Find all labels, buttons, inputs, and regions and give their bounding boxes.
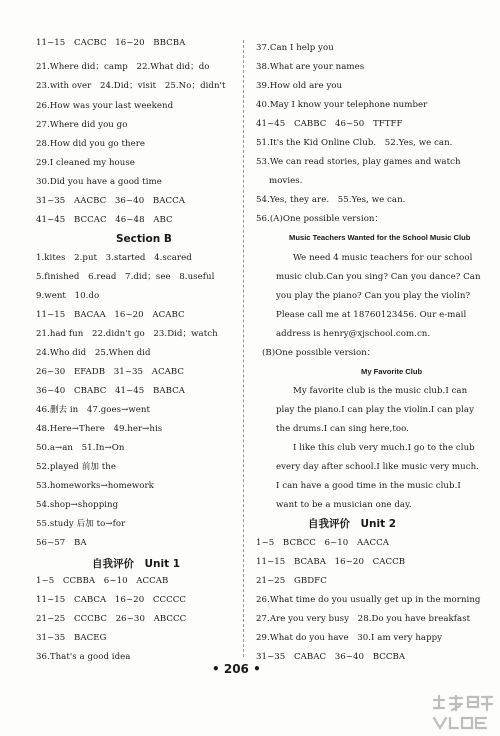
answer-line: 39.How old are you [256, 81, 343, 91]
answer-line: 29.What do you have 30.I am very happy [256, 633, 443, 643]
essay-line: I can have a good time in the music club.I [276, 481, 461, 491]
answer-line: 5.finished 6.read 7.did；see 8.useful [36, 272, 215, 282]
answer-line: 53.We can read stories, play games and watch [256, 157, 461, 167]
answer-line: 21~25 GBDFC [256, 576, 327, 586]
answer-line: movies. [269, 176, 303, 186]
answer-line: 54.shop→shopping [36, 500, 119, 510]
unit2-heading: 自我评价 Unit 2 [308, 518, 397, 530]
answer-line: 27.Are you very busy 28.Do you have breakfast [256, 614, 471, 624]
answer-line: 11~15 BCABA 16~20 CACCB [256, 557, 406, 567]
essay-line: address is henry@xjschool.com.cn. [276, 329, 431, 339]
answer-line: 41~45 BCCAC 46~48 ABC [36, 215, 173, 225]
answer-line: 31~35 BACEG [36, 633, 107, 643]
answer-line: 21.had fun 22.didn't go 23.Did；watch [36, 329, 218, 339]
essay-line: you play the piano? Can you play the violin? [276, 291, 471, 301]
answer-line: 30.Did you have a good time [36, 177, 162, 187]
answer-line: 28.How did you go there [36, 139, 146, 149]
answer-line: 1~5 BCBCC 6~10 AACCA [256, 538, 389, 548]
answer-line: 56~57 BA [36, 538, 87, 548]
watermark-logo-icon [430, 692, 496, 734]
section-b-heading: Section B [116, 233, 172, 245]
answer-line: 27.Where did you go [36, 120, 128, 130]
answer-line: 9.went 10.do [36, 291, 100, 301]
answer-line: 50.a→an 51.In→On [36, 443, 125, 453]
answer-line: 31~35 CABAC 36~40 BCCBA [256, 652, 406, 662]
answer-line: 51.It's the Kid Online Club. 52.Yes, we can. [256, 138, 453, 148]
answer-line: 26.What time do you usually get up in the morning [256, 595, 481, 605]
essay-line: every day after school.I like music very much. [276, 462, 479, 472]
answer-line: 36~40 CBABC 41~45 BABCA [36, 386, 185, 396]
answer-line: 52.played 前加 the [36, 462, 117, 472]
essay-line: My favorite club is the music club.I can [293, 386, 468, 396]
answer-line: 37.Can I help you [256, 43, 334, 53]
answer-line: 56.(A)One possible version： [256, 214, 384, 224]
column-divider [243, 40, 245, 657]
essay-a-title: Music Teachers Wanted for the School Music Club [289, 233, 471, 242]
answer-line: 40.May I know your telephone number [256, 100, 428, 110]
answer-line: 29.I cleaned my house [36, 158, 135, 168]
essay-b-title: My Favorite Club [361, 367, 423, 376]
answer-line: 26.How was your last weekend [36, 101, 174, 111]
answer-line: 54.Yes, they are. 55.Yes, we can. [256, 195, 406, 205]
answer-line: 1.kites 2.put 3.started 4.scared [36, 253, 192, 263]
answer-line: 48.Here→There 49.her→his [36, 424, 163, 434]
essay-line: play the piano.I can play the violin.I can play [276, 405, 474, 415]
essay-line: the drums.I can sing here,too. [276, 424, 409, 434]
answer-line: 24.Who did 25.When did [36, 348, 151, 358]
answer-line: 38.What are your names [256, 62, 365, 72]
answer-line: 11~15 BACAA 16~20 ACABC [36, 310, 185, 320]
answer-line: 55.study 后加 to→for [36, 519, 126, 529]
essay-line: want to be a musician one day. [276, 500, 412, 510]
answer-line: 53.homeworks→homework [36, 481, 154, 491]
answer-line: 11~15 CACBC 16~20 BBCBA [36, 38, 186, 48]
unit1-heading: 自我评价 Unit 1 [92, 558, 181, 570]
answer-line: 46.删去 in 47.goes→went [36, 405, 150, 415]
answer-line: 1~5 CCBBA 6~10 ACCAB [36, 576, 169, 586]
essay-line: We need 4 music teachers for our school [293, 253, 473, 263]
essay-line: music club.Can you sing? Can you dance? Can [276, 272, 481, 282]
essay-line: Please call me at 18760123456. Our e-mail [276, 310, 467, 320]
answer-line: 11~15 CABCA 16~20 CCCCC [36, 595, 186, 605]
answer-line: 36.That's a good idea [36, 652, 131, 662]
answer-line: 26~30 EFADB 31~35 ACABC [36, 367, 185, 377]
essay-line: I like this club very much.I go to the club [293, 443, 475, 453]
page-number: • 206 • [212, 662, 261, 676]
answer-line: 31~35 AACBC 36~40 BACCA [36, 196, 185, 206]
answer-line: (B)One possible version： [262, 348, 376, 358]
answer-line: 23.with over 24.Did；visit 25.No；didn't [36, 81, 226, 91]
answer-line: 21.Where did；camp 22.What did；do [36, 62, 210, 72]
answer-line: 21~25 CCCBC 26~30 ABCCC [36, 614, 187, 624]
answer-line: 41~45 CABBC 46~50 TFTFF [256, 119, 403, 129]
